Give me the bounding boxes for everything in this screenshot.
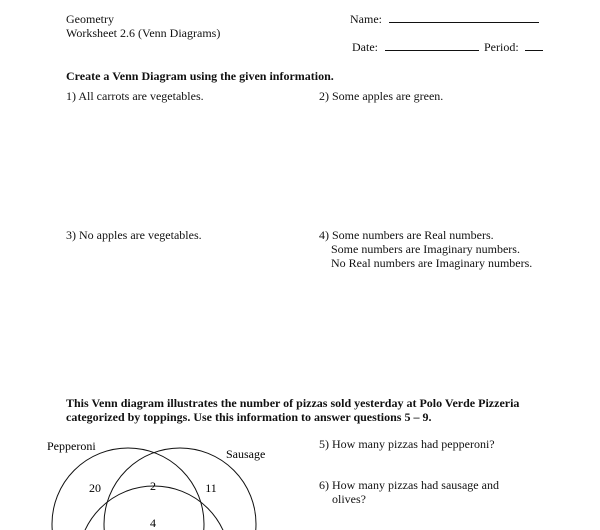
- venn-label-sausage: Sausage: [226, 447, 266, 461]
- question-6-line1: 6) How many pizzas had sausage and: [319, 478, 499, 492]
- venn-label-pepperoni: Pepperoni: [47, 439, 96, 453]
- question-4-line1: 4) Some numbers are Real numbers.: [319, 228, 494, 242]
- question-1: 1) All carrots are vegetables.: [66, 89, 204, 103]
- question-5: 5) How many pizzas had pepperoni?: [319, 437, 495, 451]
- subject-title: Geometry: [66, 12, 114, 26]
- section1-instruction: Create a Venn Diagram using the given information.: [66, 69, 334, 83]
- question-4-line3: No Real numbers are Imaginary numbers.: [331, 256, 533, 270]
- question-3: 3) No apples are vegetables.: [66, 228, 202, 242]
- venn-region-both-top: 2: [150, 479, 156, 493]
- section2-intro-line1: This Venn diagram illustrates the number of pizzas sold yesterday at Polo Verde Pizzeria: [66, 396, 520, 410]
- question-2: 2) Some apples are green.: [319, 89, 444, 103]
- venn-region-right-only: 11: [205, 481, 217, 495]
- worksheet-title: Worksheet 2.6 (Venn Diagrams): [66, 26, 221, 40]
- name-label: Name:: [350, 12, 382, 26]
- question-4-line2: Some numbers are Imaginary numbers.: [331, 242, 520, 256]
- section2-intro-line2: categorized by toppings. Use this information to answer questions 5 – 9.: [66, 410, 432, 424]
- venn-circle-pepperoni: [52, 448, 204, 530]
- venn-region-left-only: 20: [89, 481, 101, 495]
- date-label: Date:: [352, 40, 378, 54]
- question-6-line2: olives?: [332, 492, 366, 506]
- period-label: Period:: [484, 40, 519, 54]
- venn-region-center: 4: [150, 516, 156, 530]
